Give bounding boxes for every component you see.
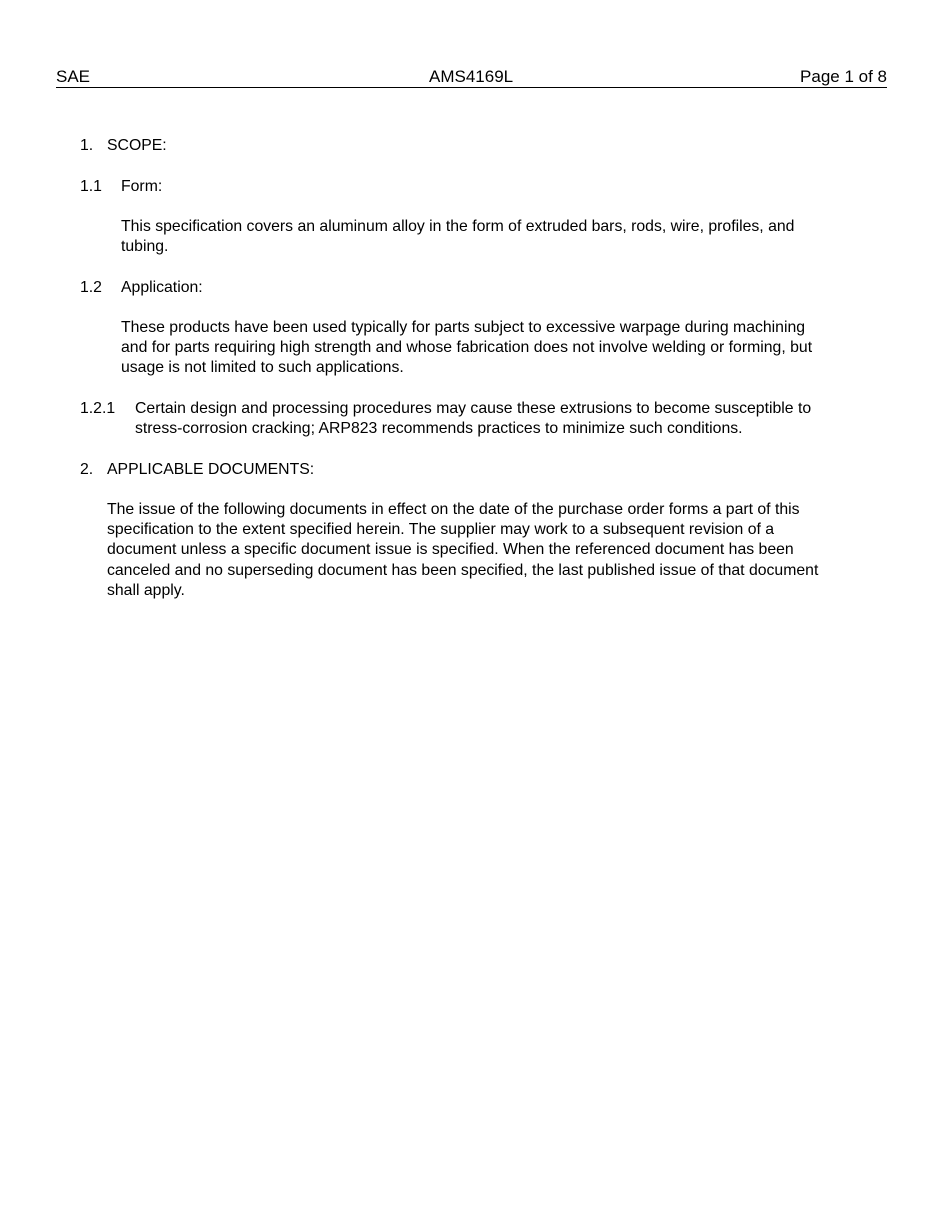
- section-1-1-title: Form:: [121, 178, 163, 195]
- paragraph-line: specification to the extent specified herein. The supplier may work to a subsequent revision of a: [107, 521, 775, 539]
- paragraph-line: Certain design and processing procedures may cause these extrusions to become susceptible to: [135, 400, 812, 417]
- paragraph-line: usage is not limited to such applications.: [121, 359, 404, 377]
- section-2-number: 2.: [80, 461, 94, 478]
- section-1-2-paragraph: [121, 318, 812, 379]
- paragraph-line: document unless a specific document issue is specified. When the referenced document has been: [107, 541, 794, 559]
- paragraph-line: canceled and no superseding document has been specified, the last published issue of that document: [107, 561, 819, 579]
- paragraph-line: These products have been used typically for parts subject to excessive warpage during machining: [121, 319, 806, 336]
- paragraph-line: tubing.: [121, 238, 169, 256]
- paragraph-line: This specification covers an aluminum alloy in the form of extruded bars, rods, wire, profiles, and: [121, 218, 795, 235]
- section-1-1-number: 1.1: [80, 178, 102, 195]
- section-1-2-1-number: 1.2.1: [80, 400, 116, 417]
- section-1-2-title: Application:: [121, 279, 203, 296]
- header-page-number: Page 1 of 8: [800, 67, 887, 86]
- page-header: [56, 67, 887, 88]
- paragraph-line: and for parts requiring high strength and whose fabrication does not involve welding or forming, but: [121, 339, 813, 357]
- header-document-number: AMS4169L: [429, 67, 514, 86]
- section-2-paragraph: [107, 500, 818, 601]
- section-1-2-1-paragraph: [135, 399, 811, 439]
- section-2-title: APPLICABLE DOCUMENTS:: [107, 461, 315, 478]
- paragraph-line: stress-corrosion cracking; ARP823 recommends practices to minimize such conditions.: [135, 420, 743, 438]
- header-organization: SAE: [56, 67, 91, 86]
- section-1-2-number: 1.2: [80, 279, 102, 296]
- paragraph-line: The issue of the following documents in effect on the date of the purchase order forms a part of this: [107, 501, 800, 518]
- paragraph-line: shall apply.: [107, 581, 185, 599]
- section-1-1-paragraph: [121, 217, 794, 257]
- section-1-number: 1.: [80, 137, 94, 154]
- section-1-title: SCOPE:: [107, 137, 167, 154]
